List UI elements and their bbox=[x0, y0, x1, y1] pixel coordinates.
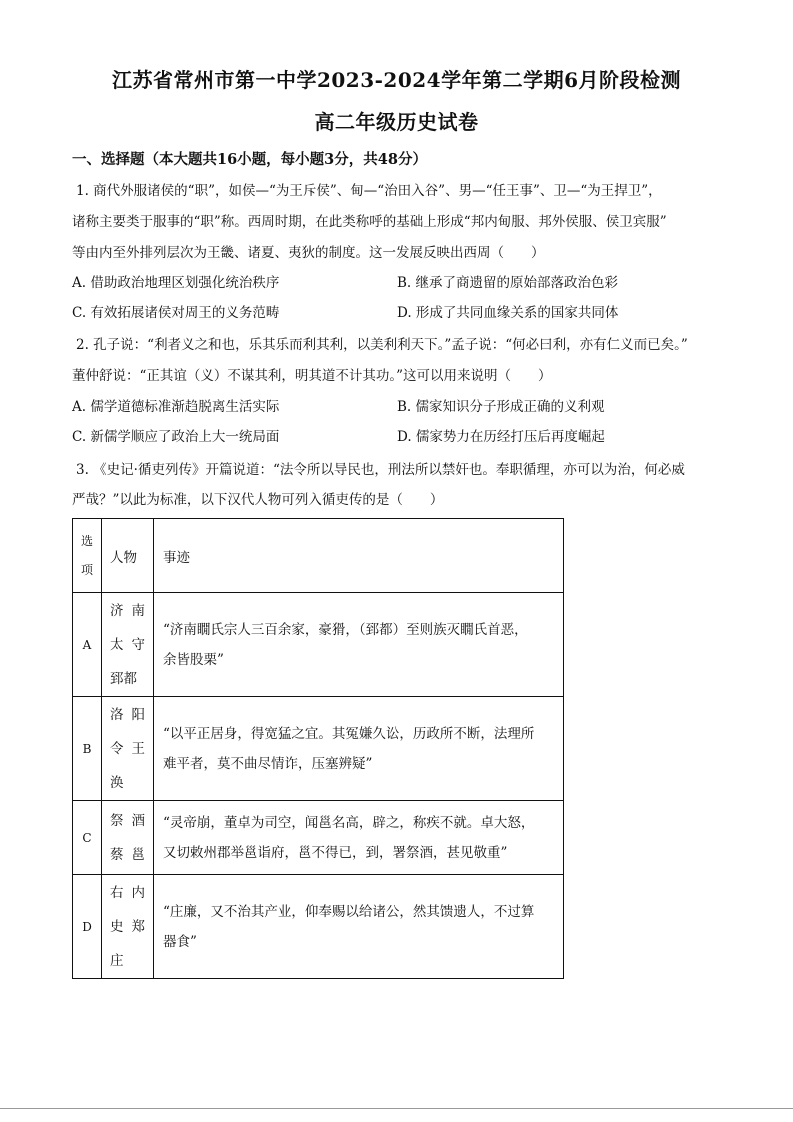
table-header-row bbox=[73, 519, 564, 593]
q1-option-a[interactable]: A. 借助政治地理区划强化统治秩序 bbox=[72, 275, 280, 291]
row-deed-cell bbox=[154, 697, 564, 801]
row-person-line: 济南 bbox=[110, 602, 145, 619]
q3-stem-line-2: 严哉？”以此为标准，以下汉代人物可列入循吏传的是（ ） bbox=[72, 492, 444, 508]
q1-option-b[interactable]: B. 继承了商遗留的原始部落政治色彩 bbox=[397, 275, 619, 291]
row-deed-cell bbox=[154, 801, 564, 875]
row-deed-line: “济南瞯氏宗人三百余家，豪猾，（郅都）至则族灭瞯氏首恶， bbox=[163, 621, 528, 638]
section-heading: 一、选择题（本大题共16小题，每小题3分，共48分） bbox=[72, 151, 427, 168]
exam-title: 江苏省常州市第一中学2023-2024学年第二学期6月阶段检测 bbox=[111, 68, 682, 92]
row-person-line: 祭酒 bbox=[110, 812, 145, 829]
row-person-cell bbox=[102, 875, 154, 979]
row-option-label: D bbox=[73, 875, 102, 979]
row-option-label: C bbox=[73, 801, 102, 875]
row-person-cell bbox=[102, 593, 154, 697]
row-option-label: B bbox=[73, 697, 102, 801]
row-person-line: 右内 bbox=[110, 884, 145, 901]
q3-table bbox=[72, 518, 564, 979]
row-person-line: 史郑 bbox=[110, 918, 145, 935]
row-deed-line: “灵帝崩，董卓为司空，闻邕名高，辟之，称疾不就。卓大怒， bbox=[163, 814, 535, 831]
q2-option-d[interactable]: D. 儒家势力在历经打压后再度崛起 bbox=[397, 429, 605, 445]
q1-option-c[interactable]: C. 有效拓展诸侯对周王的义务范畴 bbox=[72, 305, 280, 321]
row-option-label: A bbox=[73, 593, 102, 697]
table-row bbox=[73, 593, 564, 697]
q2-stem-line-2: 董仲舒说：“正其谊（义）不谋其利，明其道不计其功。”这可以用来说明（ ） bbox=[72, 368, 552, 384]
row-person-line: 太守 bbox=[110, 636, 145, 653]
header-option-char-1: 选 bbox=[80, 533, 93, 548]
table-row bbox=[73, 697, 564, 801]
row-person-line: 洛阳 bbox=[110, 706, 145, 723]
row-person-cell bbox=[102, 697, 154, 801]
header-option-cell bbox=[73, 519, 102, 593]
row-person-cell bbox=[102, 801, 154, 875]
page-bottom-divider bbox=[0, 1108, 793, 1109]
header-deed-cell: 事迹 bbox=[154, 519, 564, 593]
table-row bbox=[73, 875, 564, 979]
q1-stem-line-2: 诸称主要类于服事的“职”称。西周时期，在此类称呼的基础上形成“邦内甸服、邦外侯服、侯卫宾服” bbox=[72, 214, 667, 230]
row-deed-line: “庄廉，又不治其产业，仰奉赐以给诸公，然其馈遗人，不过算 bbox=[163, 903, 535, 920]
row-deed-line: 又切敕州郡举邕诣府，邕不得已，到，署祭酒，甚见敬重” bbox=[163, 844, 508, 861]
row-person-line: 涣 bbox=[110, 774, 124, 791]
table-row bbox=[73, 801, 564, 875]
row-deed-line: 余皆股栗” bbox=[163, 651, 224, 668]
q2-option-a[interactable]: A. 儒学道德标准渐趋脱离生活实际 bbox=[72, 399, 280, 415]
q2-option-b[interactable]: B. 儒家知识分子形成正确的义利观 bbox=[397, 399, 605, 415]
row-deed-cell bbox=[154, 875, 564, 979]
row-person-line: 郅都 bbox=[110, 670, 137, 687]
q1-stem-line-3: 等由内至外排列层次为王畿、诸夏、夷狄的制度。这一发展反映出西周（ ） bbox=[72, 245, 545, 261]
header-person-cell: 人物 bbox=[102, 519, 154, 593]
q3-stem-line-1: 3. 《史记·循吏列传》开篇说道：“法令所以导民也，刑法所以禁奸也。奉职循理，亦可以为治，何必威 bbox=[76, 462, 685, 478]
row-deed-line: 器食” bbox=[163, 933, 197, 950]
q1-option-d[interactable]: D. 形成了共同血缘关系的国家共同体 bbox=[397, 305, 619, 321]
q1-stem-line-1: 1. 商代外服诸侯的“职”，如侯—“为王斥侯”、甸—“治田入谷”、男—“任王事”、卫—“为王捍卫”， bbox=[76, 183, 662, 199]
q2-stem-line-1: 2. 孔子说：“利者义之和也，乐其乐而利其利，以美利利天下。”孟子说：“何必曰利，亦有仁义而已矣。” bbox=[76, 337, 688, 353]
header-option-char-2: 项 bbox=[80, 562, 93, 577]
q2-option-c[interactable]: C. 新儒学顺应了政治上大一统局面 bbox=[72, 429, 280, 445]
row-person-line: 令王 bbox=[110, 740, 145, 757]
row-person-line: 蔡邕 bbox=[110, 846, 145, 863]
row-deed-line: “以平正居身，得宽猛之宜。其冤嫌久讼，历政所不断，法理所 bbox=[163, 725, 535, 742]
row-deed-cell bbox=[154, 593, 564, 697]
exam-subtitle: 高二年级历史试卷 bbox=[314, 110, 479, 134]
row-person-line: 庄 bbox=[110, 952, 124, 969]
row-deed-line: 难平者，莫不曲尽情诈，压塞辨疑” bbox=[163, 755, 373, 772]
